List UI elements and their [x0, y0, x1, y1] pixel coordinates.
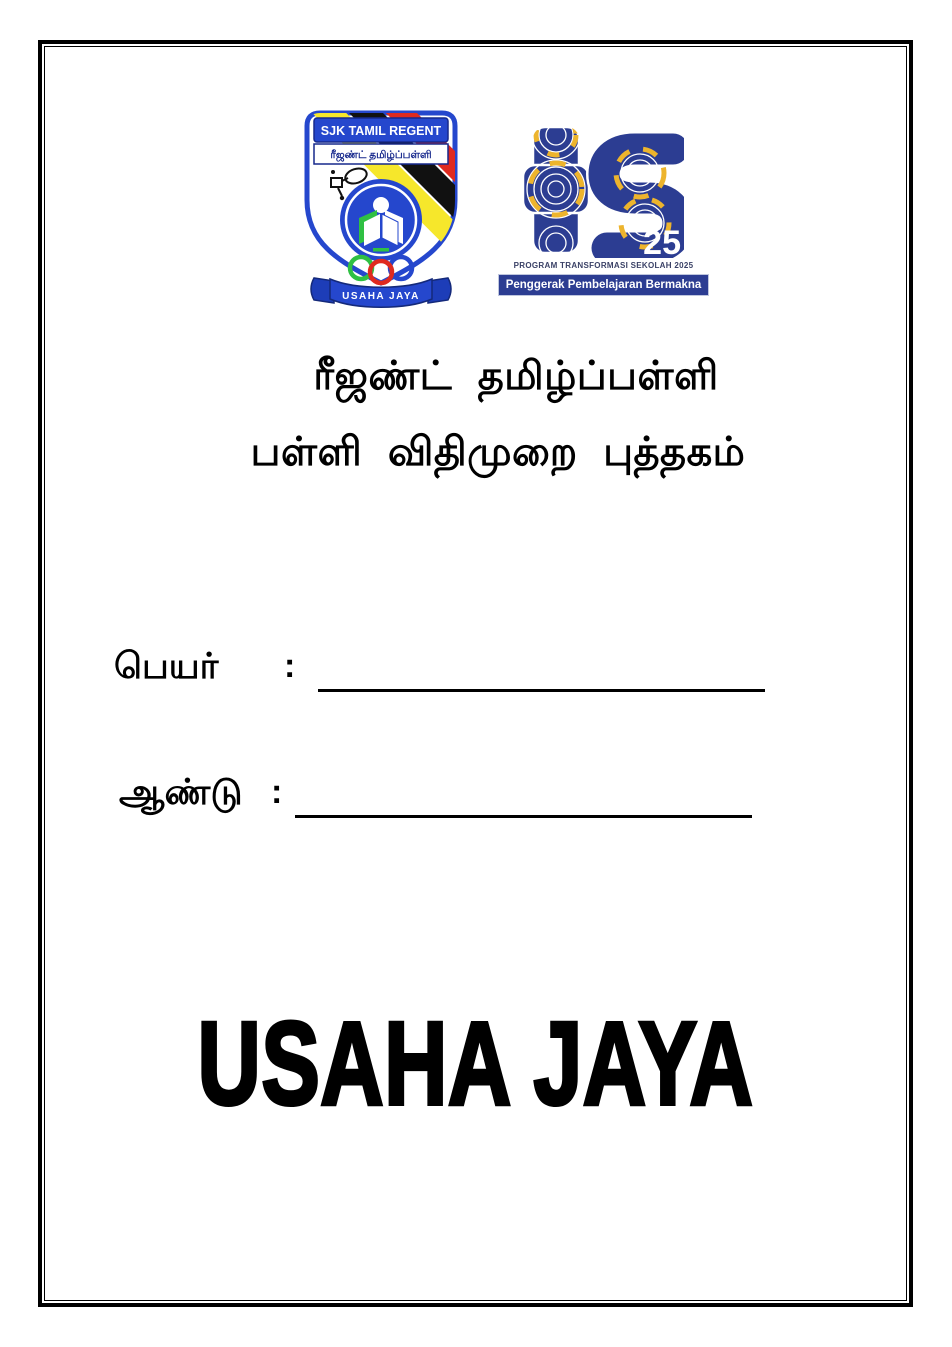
year-field-label: ஆண்டு: [119, 771, 243, 812]
motto-banner: [0, 998, 952, 1130]
school-crest-logo: [304, 110, 458, 308]
emblem-person-head: [373, 197, 389, 213]
name-blank-line: [318, 639, 765, 692]
motto-text: USAHA JAYA: [198, 998, 754, 1130]
year-field-row: [119, 766, 752, 818]
header-logos: [20, 110, 952, 308]
ts25-program-line: PROGRAM TRANSFORMASI SEKOLAH 2025: [513, 261, 694, 270]
crest-school-name-en: SJK TAMIL REGENT: [320, 124, 441, 138]
cover-heading: [0, 338, 952, 490]
ts25-letter-s: [604, 149, 681, 258]
name-field-label: பெயர்: [114, 645, 219, 686]
ts25-letter-t: [523, 125, 589, 258]
ts25-logo: [505, 125, 702, 296]
year-blank-line: [295, 765, 752, 818]
ts25-year-badge: 25: [643, 224, 681, 258]
year-field-colon: :: [271, 773, 283, 811]
name-field-row: [114, 640, 765, 692]
crest-school-name-ta: ரீஜண்ட் தமிழ்ப்பள்ளி: [329, 149, 432, 161]
heading-book-title: பள்ளி விதிமுறை புத்தகம்: [250, 430, 746, 474]
name-field-colon: :: [284, 647, 296, 685]
crest-emblem: [340, 179, 422, 261]
crest-ribbon-motto: USAHA JAYA: [341, 291, 420, 302]
heading-school-name: ரீஜண்ட் தமிழ்ப்பள்ளி: [313, 354, 719, 398]
ts25-banner: Penggerak Pembelajaran Bermakna: [498, 274, 710, 296]
ts25-monogram: [523, 125, 684, 258]
